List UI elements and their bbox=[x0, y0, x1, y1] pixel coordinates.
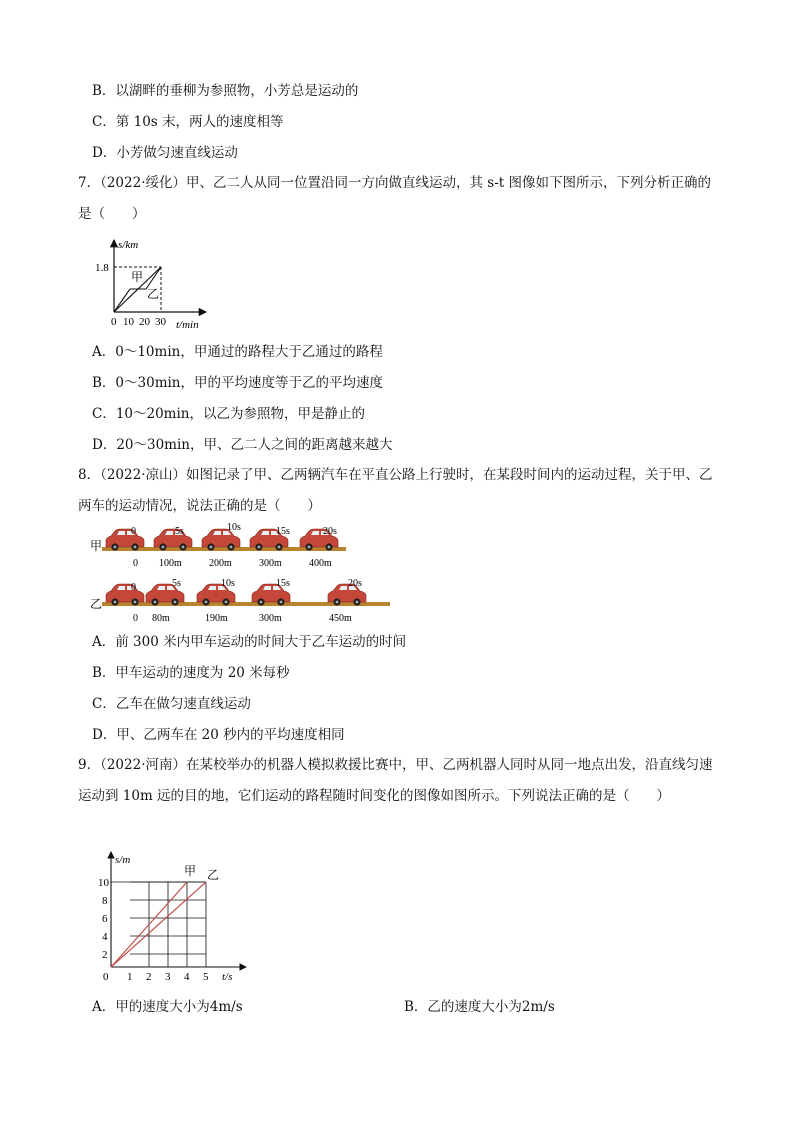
q8-a-time-3: 15s bbox=[276, 526, 290, 537]
q7-stem: 7．（2022·绥化）甲、乙二人从同一位置沿同一方向做直线运动，其 s-t 图像如下图所示，下列分析正确的是（ ） bbox=[78, 175, 711, 222]
q7-x-tick-20: 20 bbox=[139, 316, 150, 328]
q9-x-tick-2: 2 bbox=[146, 971, 152, 983]
q8-cars-figure bbox=[88, 522, 398, 630]
q8-road-b bbox=[102, 602, 390, 606]
q9-x-tick-1: 1 bbox=[127, 971, 133, 983]
q9-x-tick-4: 4 bbox=[184, 971, 190, 983]
q9-x-label: t/s bbox=[222, 971, 233, 983]
q8-b-dist-0: 0 bbox=[133, 613, 138, 624]
q8-option-d: D．甲、乙两车在 20 秒内的平均速度相同 bbox=[92, 727, 345, 743]
q7-x-tick-10: 10 bbox=[123, 316, 134, 328]
q8-b-dist-4: 450m bbox=[329, 613, 352, 624]
q9-st-graph bbox=[96, 848, 256, 986]
q9-option-b: B．乙的速度大小为2m/s bbox=[404, 999, 555, 1015]
q6-option-b: B．以湖畔的垂柳为参照物，小芳总是运动的 bbox=[92, 83, 359, 99]
q8-a-time-1: 5s bbox=[175, 526, 184, 537]
q8-a-time-4: 20s bbox=[323, 526, 337, 537]
q8-b-time-0: 0 bbox=[131, 582, 136, 593]
q6-option-d: D．小芳做匀速直线运动 bbox=[92, 145, 238, 161]
q9-y-label: s/m bbox=[115, 854, 131, 866]
q8-option-b: B．甲车运动的速度为 20 米每秒 bbox=[92, 665, 290, 681]
q7-label-jia: 甲 bbox=[131, 270, 144, 284]
q7-option-a: A．0～10min，甲通过的路程大于乙通过的路程 bbox=[92, 344, 383, 360]
q8-b-dist-3: 300m bbox=[259, 613, 282, 624]
q9-stem: 9．（2022·河南）在某校举办的机器人模拟救援比赛中，甲、乙两机器人同时从同一地点出发，沿直线匀速运动到 10m 远的目的地，它们运动的路程随时间变化的图像如图所示。下列说法正确的是（ ） bbox=[78, 757, 713, 804]
q8-option-a: A．前 300 米内甲车运动的时间大于乙车运动的时间 bbox=[92, 634, 407, 650]
q9-y-tick-2: 2 bbox=[102, 949, 108, 961]
q8-a-dist-2: 200m bbox=[209, 558, 232, 569]
q9-y-tick-4: 4 bbox=[102, 931, 108, 943]
q8-option-c: C．乙车在做匀速直线运动 bbox=[92, 696, 251, 712]
q7-x-tick-0: 0 bbox=[111, 316, 117, 328]
q7-option-b: B．0～30min，甲的平均速度等于乙的平均速度 bbox=[92, 375, 384, 391]
q8-row-label-yi: 乙 bbox=[90, 597, 103, 611]
q8-a-dist-0: 0 bbox=[133, 558, 138, 569]
q8-row-label-jia: 甲 bbox=[90, 539, 103, 553]
q9-y-tick-8: 8 bbox=[102, 895, 108, 907]
q9-option-a: A．甲的速度大小为4m/s bbox=[92, 999, 243, 1015]
q8-b-dist-1: 80m bbox=[152, 613, 170, 624]
q7-x-tick-30: 30 bbox=[155, 316, 166, 328]
q8-a-dist-1: 100m bbox=[159, 558, 182, 569]
q8-a-time-0: 0 bbox=[131, 526, 136, 537]
q6-option-c: C．第 10s 末，两人的速度相等 bbox=[92, 114, 284, 130]
q9-y-tick-6: 6 bbox=[102, 913, 108, 925]
q8-b-time-3: 15s bbox=[276, 578, 290, 589]
q7-option-d: D．20～30min，甲、乙二人之间的距离越来越大 bbox=[92, 437, 393, 453]
q9-x-tick-5: 5 bbox=[203, 971, 209, 983]
q7-st-graph bbox=[88, 232, 218, 332]
q9-label-yi: 乙 bbox=[207, 868, 220, 882]
q8-b-time-1: 5s bbox=[172, 578, 181, 589]
q9-x-tick-0: 0 bbox=[103, 971, 109, 983]
q8-b-time-4: 20s bbox=[348, 578, 362, 589]
q8-a-time-2: 10s bbox=[227, 522, 241, 533]
q8-a-dist-3: 300m bbox=[259, 558, 282, 569]
q7-label-yi: 乙 bbox=[147, 287, 160, 301]
q9-y-tick-10: 10 bbox=[98, 877, 109, 889]
q8-a-dist-4: 400m bbox=[309, 558, 332, 569]
q8-b-dist-2: 190m bbox=[205, 613, 228, 624]
q7-y-tick: 1.8 bbox=[95, 262, 109, 274]
q9-label-jia: 甲 bbox=[184, 864, 197, 878]
q7-y-label: s/km bbox=[118, 239, 139, 251]
q9-x-tick-3: 3 bbox=[165, 971, 171, 983]
q7-x-label: t/min bbox=[176, 319, 199, 331]
q8-stem: 8．（2022·凉山）如图记录了甲、乙两辆汽车在平直公路上行驶时，在某段时间内的运动过程，关于甲、乙两车的运动情况，说法正确的是（ ） bbox=[78, 467, 713, 514]
q8-b-time-2: 10s bbox=[221, 578, 235, 589]
q7-option-c: C．10～20min，以乙为参照物，甲是静止的 bbox=[92, 406, 365, 422]
